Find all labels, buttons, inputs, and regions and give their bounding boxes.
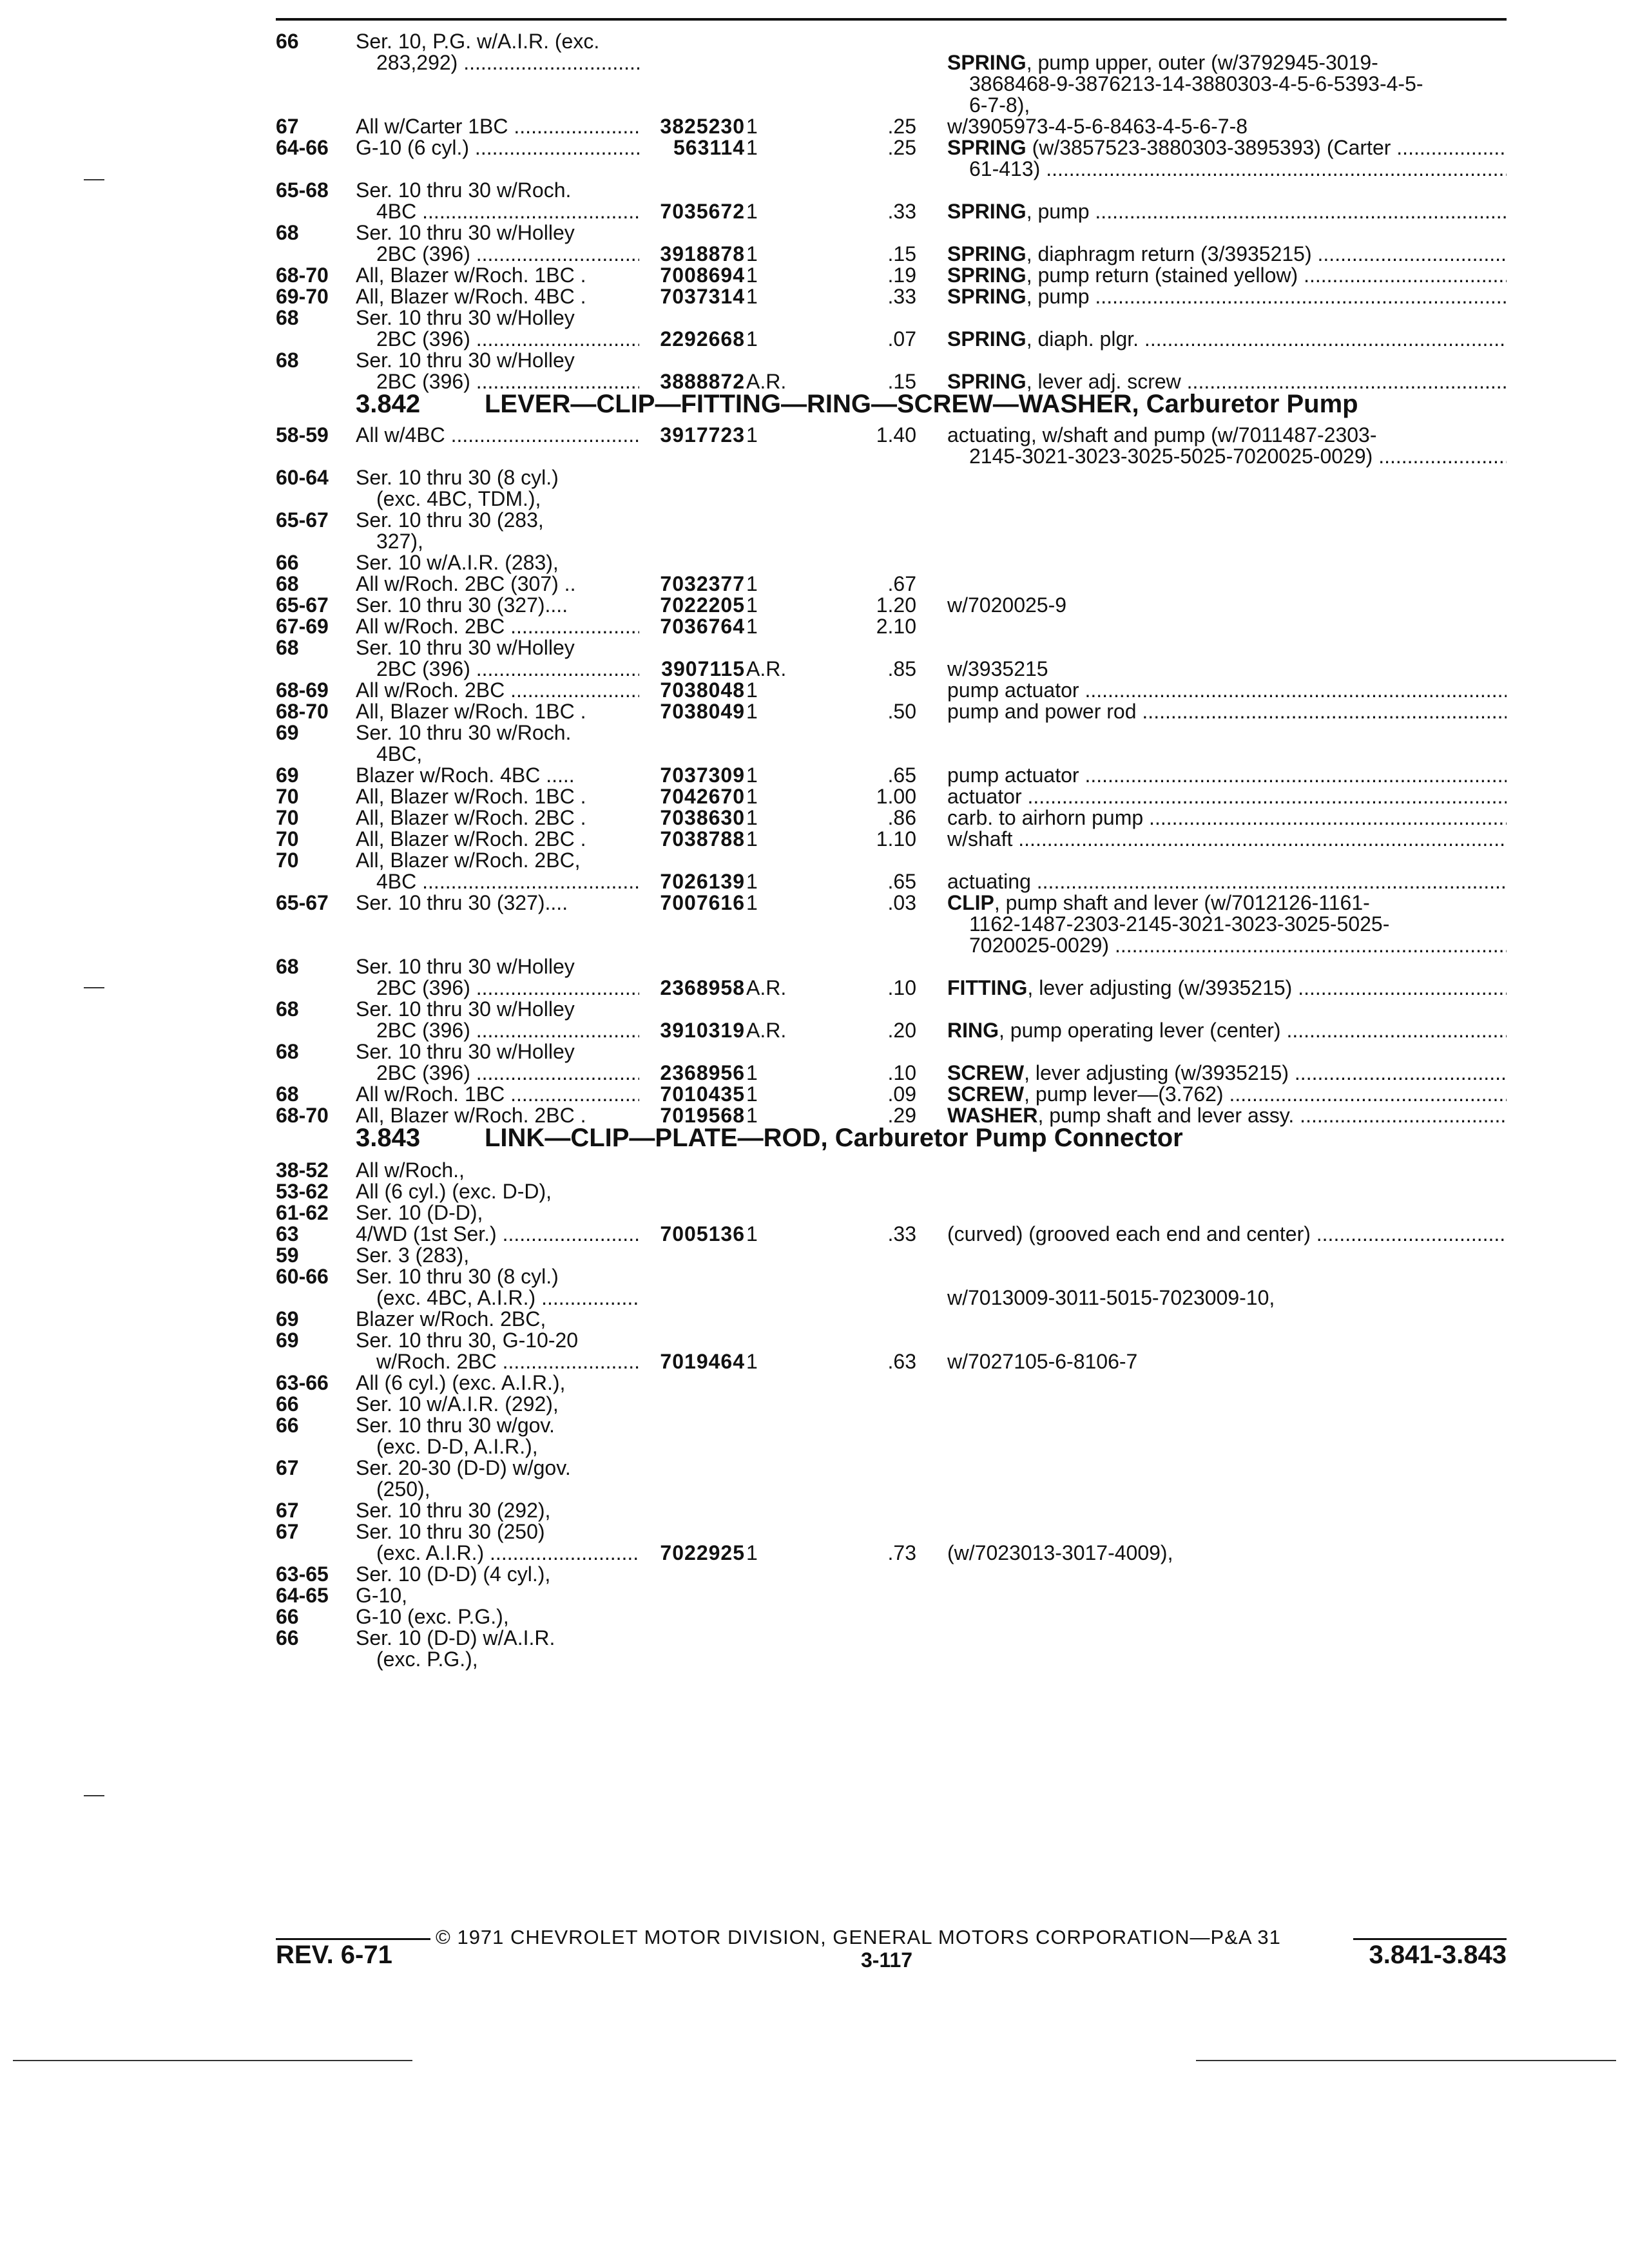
application: All, Blazer w/Roch. 2BC . <box>356 1104 586 1127</box>
application: (exc. P.G.), <box>376 1648 478 1671</box>
application: (250), <box>376 1477 430 1501</box>
year-range: 70 <box>276 785 299 808</box>
part-number: 3888872 <box>660 370 745 393</box>
quantity: 1 <box>746 115 758 138</box>
application: All, Blazer w/Roch. 2BC . <box>356 806 586 829</box>
item-keyword: RING <box>947 1019 999 1042</box>
year-range: 68 <box>276 349 299 372</box>
quantity: 1 <box>746 285 758 308</box>
application: 4BC ..... <box>376 870 639 894</box>
application: 283,292) ..... <box>376 51 639 75</box>
year-range: 68 <box>276 221 299 244</box>
price: 1.40 <box>876 423 916 447</box>
quantity: 1 <box>746 1082 758 1106</box>
price: .09 <box>887 1082 916 1106</box>
application: Ser. 10, P.G. w/A.I.R. (exc. <box>356 30 600 53</box>
year-range: 60-64 <box>276 466 329 489</box>
application: All, Blazer w/Roch. 2BC, <box>356 849 581 872</box>
application: All w/4BC ..... <box>356 423 639 447</box>
part-number: 3918878 <box>660 242 745 265</box>
item-keyword: SCREW <box>947 1082 1025 1106</box>
part-number: 7037314 <box>660 285 745 308</box>
application: Ser. 10 (D-D), <box>356 1201 483 1224</box>
application: 2BC (396) ..... <box>376 370 639 394</box>
year-range: 68 <box>276 1082 299 1106</box>
application: Ser. 10 thru 30 (8 cyl.) <box>356 1265 559 1288</box>
footer-rule-right <box>1353 1938 1507 1940</box>
year-range: 68 <box>276 572 299 595</box>
application: All, Blazer w/Roch. 4BC . <box>356 285 586 308</box>
part-number: 7036764 <box>660 615 745 638</box>
price: .03 <box>887 891 916 914</box>
part-number: 7037309 <box>660 764 745 787</box>
quantity: 1 <box>746 700 758 723</box>
application: 2BC (396) ..... <box>376 1019 639 1043</box>
part-number: 7038048 <box>660 678 745 702</box>
year-range: 66 <box>276 1392 299 1416</box>
item-keyword: SPRING <box>947 285 1027 308</box>
application: Blazer w/Roch. 2BC, <box>356 1307 546 1331</box>
application: Ser. 10 thru 30 w/Holley <box>356 636 575 659</box>
application: Ser. 10 thru 30 (8 cyl.) <box>356 466 559 489</box>
year-range: 67 <box>276 115 299 138</box>
year-range: 66 <box>276 1605 299 1628</box>
description: SPRING, diaphragm return (3/3935215) ..... <box>947 242 1507 266</box>
quantity: 1 <box>746 264 758 287</box>
margin-mark <box>84 1795 104 1796</box>
year-range: 53-62 <box>276 1180 329 1203</box>
year-range: 70 <box>276 849 299 872</box>
application: Ser. 10 thru 30 (327).... <box>356 891 568 914</box>
year-range: 68 <box>276 306 299 329</box>
year-range: 59 <box>276 1244 299 1267</box>
part-number: 7007616 <box>660 891 745 914</box>
quantity: A.R. <box>746 1019 787 1042</box>
year-range: 67 <box>276 1520 299 1543</box>
year-range: 65-67 <box>276 508 329 532</box>
application: 2BC (396) ..... <box>376 1061 639 1085</box>
application: Ser. 10 thru 30 w/gov. <box>356 1414 555 1437</box>
section-number: 3.843 <box>356 1124 421 1152</box>
application: Ser. 10 thru 30 w/Roch. <box>356 721 572 744</box>
application: All (6 cyl.) (exc. D-D), <box>356 1180 552 1203</box>
application: Ser. 10 thru 30 w/Holley <box>356 221 575 244</box>
quantity: 1 <box>746 327 758 351</box>
quantity: 1 <box>746 615 758 638</box>
year-range: 65-67 <box>276 891 329 914</box>
year-range: 67 <box>276 1499 299 1522</box>
application: G-10 (6 cyl.) ..... <box>356 136 639 160</box>
section-heading-3-842 <box>356 392 1358 422</box>
description: SPRING, pump ..... <box>947 200 1507 224</box>
part-number: 7042670 <box>660 785 745 808</box>
description: SPRING, pump return (stained yellow) ..... <box>947 264 1507 287</box>
margin-mark <box>84 179 104 180</box>
description: w/shaft ..... <box>947 827 1507 851</box>
application: w/Roch. 2BC ..... <box>376 1350 639 1374</box>
price: .20 <box>887 1019 916 1042</box>
quantity: 1 <box>746 891 758 914</box>
description: WASHER, pump shaft and lever assy. ..... <box>947 1104 1507 1128</box>
description: pump and power rod ..... <box>947 700 1507 724</box>
application: All w/Roch., <box>356 1158 465 1182</box>
item-keyword: WASHER <box>947 1104 1038 1127</box>
year-range: 70 <box>276 827 299 850</box>
year-range: 66 <box>276 1626 299 1649</box>
application: Ser. 10 thru 30 w/Holley <box>356 955 575 978</box>
application: Blazer w/Roch. 4BC ..... <box>356 764 575 787</box>
part-number: 2368958 <box>660 976 745 999</box>
application: Ser. 20-30 (D-D) w/gov. <box>356 1456 571 1479</box>
year-range: 66 <box>276 551 299 574</box>
price: .33 <box>887 200 916 223</box>
year-range: 58-59 <box>276 423 329 447</box>
price: 2.10 <box>876 615 916 638</box>
application: All w/Carter 1BC ..... <box>356 115 639 139</box>
application: (exc. D-D, A.I.R.), <box>376 1435 538 1458</box>
year-range: 68 <box>276 636 299 659</box>
price: .63 <box>887 1350 916 1373</box>
item-keyword: SPRING <box>947 370 1027 393</box>
description: (curved) (grooved each end and center) ..... <box>947 1222 1507 1246</box>
part-number: 7022925 <box>660 1541 745 1564</box>
price: .10 <box>887 976 916 999</box>
part-number: 7019568 <box>660 1104 745 1127</box>
description: RING, pump operating lever (center) ..... <box>947 1019 1507 1043</box>
year-range: 69 <box>276 721 299 744</box>
quantity: A.R. <box>746 657 787 680</box>
description: w/3905973-4-5-6-8463-4-5-6-7-8 <box>947 115 1248 138</box>
application: 4BC, <box>376 742 423 765</box>
quantity: 1 <box>746 1222 758 1245</box>
application: (exc. A.I.R.) ..... <box>376 1541 639 1565</box>
application: All w/Roch. 2BC ..... <box>356 615 639 639</box>
application: G-10 (exc. P.G.), <box>356 1605 509 1628</box>
year-range: 67-69 <box>276 615 329 638</box>
part-number: 3910319 <box>660 1019 745 1042</box>
description: SPRING, lever adj. screw ..... <box>947 370 1507 394</box>
quantity: 1 <box>746 1541 758 1564</box>
application: (exc. 4BC, TDM.), <box>376 487 541 510</box>
application: 4BC ..... <box>376 200 639 224</box>
year-range: 63-66 <box>276 1371 329 1394</box>
application: All w/Roch. 2BC (307) .. <box>356 572 576 595</box>
price: .86 <box>887 806 916 829</box>
price: .10 <box>887 1061 916 1084</box>
description: actuator ..... <box>947 785 1507 809</box>
quantity: 1 <box>746 870 758 893</box>
description: 3868468-9-3876213-14-3880303-4-5-6-5393-4-5- <box>969 72 1423 95</box>
quantity: 1 <box>746 678 758 702</box>
application: 2BC (396) ..... <box>376 327 639 351</box>
description: FITTING, lever adjusting (w/3935215) ..... <box>947 976 1507 1000</box>
application: Ser. 10 thru 30 w/Holley <box>356 997 575 1021</box>
price: .65 <box>887 764 916 787</box>
price: .67 <box>887 572 916 595</box>
application: Ser. 10 thru 30 w/Holley <box>356 1040 575 1063</box>
item-keyword: SPRING <box>947 327 1027 351</box>
quantity: 1 <box>746 827 758 850</box>
year-range: 64-66 <box>276 136 329 159</box>
quantity: 1 <box>746 200 758 223</box>
application: Ser. 10 thru 30 w/Holley <box>356 349 575 372</box>
application: All w/Roch. 2BC ..... <box>356 678 639 702</box>
item-keyword: SPRING <box>947 264 1027 287</box>
description: 61-413) ..... <box>969 157 1507 181</box>
price: .85 <box>887 657 916 680</box>
quantity: 1 <box>746 1104 758 1127</box>
application: 2BC (396) ..... <box>376 976 639 1000</box>
price: 1.10 <box>876 827 916 850</box>
price: .07 <box>887 327 916 351</box>
description: 7020025-0029) ..... <box>969 934 1507 957</box>
application: Ser. 10 thru 30 (250) <box>356 1520 545 1543</box>
description: SCREW, pump lever—(3.762) ..... <box>947 1082 1507 1106</box>
part-number: 7010435 <box>660 1082 745 1106</box>
part-number: 3917723 <box>660 423 745 447</box>
price: .73 <box>887 1541 916 1564</box>
price: .50 <box>887 700 916 723</box>
item-keyword: FITTING <box>947 976 1028 999</box>
year-range: 65-67 <box>276 593 329 617</box>
copyright-notice: © 1971 CHEVROLET MOTOR DIVISION, GENERAL MOTORS CORPORATION—P&A 31 <box>436 1926 1281 1948</box>
part-number: 7019464 <box>660 1350 745 1373</box>
quantity: 1 <box>746 764 758 787</box>
price: .29 <box>887 1104 916 1127</box>
year-range: 65-68 <box>276 178 329 202</box>
year-range: 68 <box>276 997 299 1021</box>
item-keyword: SPRING <box>947 136 1027 159</box>
year-range: 69 <box>276 764 299 787</box>
description: w/7020025-9 <box>947 593 1067 617</box>
description: CLIP, pump shaft and lever (w/7012126-1161- <box>947 891 1370 914</box>
item-keyword: CLIP <box>947 891 994 914</box>
application: Ser. 10 thru 30 w/Roch. <box>356 178 572 202</box>
description: w/3935215 <box>947 657 1048 680</box>
year-range: 68 <box>276 1040 299 1063</box>
part-number: 7022205 <box>660 593 745 617</box>
year-range: 63 <box>276 1222 299 1245</box>
year-range: 68 <box>276 955 299 978</box>
application: 2BC (396) ..... <box>376 657 639 681</box>
page-number: 3-117 <box>861 1948 913 1972</box>
year-range: 70 <box>276 806 299 829</box>
revision-label: REV. 6-71 <box>276 1941 392 1969</box>
quantity: 1 <box>746 572 758 595</box>
year-range: 60-66 <box>276 1265 329 1288</box>
bottom-scan-line <box>1196 2060 1616 2061</box>
section-number: 3.842 <box>356 390 421 418</box>
year-range: 64-65 <box>276 1584 329 1607</box>
application: Ser. 10 (D-D) (4 cyl.), <box>356 1562 551 1586</box>
footer-rule-left <box>276 1938 430 1940</box>
year-range: 66 <box>276 1414 299 1437</box>
item-keyword: SPRING <box>947 242 1027 265</box>
part-number: 3907115 <box>661 657 745 680</box>
price: .33 <box>887 1222 916 1245</box>
application: Ser. 10 w/A.I.R. (283), <box>356 551 559 574</box>
description: 1162-1487-2303-2145-3021-3023-3025-5025- <box>969 912 1390 936</box>
description: w/7027105-6-8106-7 <box>947 1350 1138 1373</box>
section-title: LINK—CLIP—PLATE—ROD, Carburetor Pump Connector <box>485 1124 1183 1152</box>
application: All (6 cyl.) (exc. A.I.R.), <box>356 1371 566 1394</box>
price: 1.20 <box>876 593 916 617</box>
part-number: 7038630 <box>660 806 745 829</box>
application: Ser. 10 w/A.I.R. (292), <box>356 1392 559 1416</box>
item-keyword: SPRING <box>947 51 1027 74</box>
part-number: 3825230 <box>660 115 745 138</box>
description: actuating ..... <box>947 870 1507 894</box>
description: carb. to airhorn pump ..... <box>947 806 1507 830</box>
part-number: 2368956 <box>660 1061 745 1084</box>
quantity: 1 <box>746 785 758 808</box>
price: .25 <box>887 115 916 138</box>
application: Ser. 10 (D-D) w/A.I.R. <box>356 1626 555 1649</box>
description: SPRING, pump upper, outer (w/3792945-3019- <box>947 51 1378 74</box>
description: 2145-3021-3023-3025-5025-7020025-0029) ..... <box>969 445 1507 468</box>
description: pump actuator ..... <box>947 678 1507 702</box>
description: SCREW, lever adjusting (w/3935215) ..... <box>947 1061 1507 1085</box>
part-number: 7032377 <box>660 572 745 595</box>
application: 327), <box>376 530 423 553</box>
application: 2BC (396) ..... <box>376 242 639 266</box>
year-range: 63-65 <box>276 1562 329 1586</box>
application: All w/Roch. 1BC ..... <box>356 1082 639 1106</box>
application: Ser. 10 thru 30 (327).... <box>356 593 568 617</box>
year-range: 69-70 <box>276 285 329 308</box>
application: Ser. 3 (283), <box>356 1244 470 1267</box>
part-number: 7038049 <box>660 700 745 723</box>
price: 1.00 <box>876 785 916 808</box>
section-range: 3.841-3.843 <box>1369 1941 1507 1969</box>
description: SPRING, pump ..... <box>947 285 1507 309</box>
quantity: 1 <box>746 136 758 159</box>
description: pump actuator ..... <box>947 764 1507 787</box>
application: All, Blazer w/Roch. 1BC . <box>356 700 586 723</box>
price: .33 <box>887 285 916 308</box>
margin-mark <box>84 987 104 988</box>
application: (exc. 4BC, A.I.R.) ..... <box>376 1286 639 1310</box>
year-range: 66 <box>276 30 299 53</box>
application: All, Blazer w/Roch. 2BC . <box>356 827 586 850</box>
year-range: 38-52 <box>276 1158 329 1182</box>
quantity: 1 <box>746 1061 758 1084</box>
quantity: A.R. <box>746 370 787 393</box>
description: SPRING (w/3857523-3880303-3895393) (Carter ..... <box>947 136 1507 160</box>
quantity: 1 <box>746 806 758 829</box>
item-keyword: SCREW <box>947 1061 1025 1084</box>
description: actuating, w/shaft and pump (w/7011487-2303- <box>947 423 1377 447</box>
part-number: 7005136 <box>660 1222 745 1245</box>
quantity: 1 <box>746 242 758 265</box>
price: .15 <box>887 370 916 393</box>
bottom-scan-line <box>13 2060 412 2061</box>
description: 6-7-8), <box>969 93 1030 117</box>
year-range: 69 <box>276 1329 299 1352</box>
application: Ser. 10 thru 30 w/Holley <box>356 306 575 329</box>
year-range: 68-70 <box>276 700 329 723</box>
part-number: 2292668 <box>660 327 745 351</box>
section-title: LEVER—CLIP—FITTING—RING—SCREW—WASHER, Carburetor Pump <box>485 390 1358 418</box>
application: Ser. 10 thru 30 (292), <box>356 1499 551 1522</box>
description: (w/7023013-3017-4009), <box>947 1541 1173 1564</box>
quantity: 1 <box>746 1350 758 1373</box>
quantity: 1 <box>746 423 758 447</box>
application: All, Blazer w/Roch. 1BC . <box>356 264 586 287</box>
year-range: 67 <box>276 1456 299 1479</box>
description: SPRING, diaph. plgr. ..... <box>947 327 1507 351</box>
quantity: A.R. <box>746 976 787 999</box>
year-range: 69 <box>276 1307 299 1331</box>
part-number: 7008694 <box>660 264 745 287</box>
section-heading-3-843 <box>356 1126 1183 1156</box>
application: Ser. 10 thru 30, G-10-20 <box>356 1329 579 1352</box>
price: .25 <box>887 136 916 159</box>
part-number: 563114 <box>673 136 745 159</box>
part-number: 7035672 <box>660 200 745 223</box>
top-rule <box>276 18 1507 21</box>
price: .15 <box>887 242 916 265</box>
quantity: 1 <box>746 593 758 617</box>
year-range: 68-70 <box>276 264 329 287</box>
year-range: 61-62 <box>276 1201 329 1224</box>
part-number: 7026139 <box>660 870 745 893</box>
item-keyword: SPRING <box>947 200 1027 223</box>
year-range: 68-69 <box>276 678 329 702</box>
application: Ser. 10 thru 30 (283, <box>356 508 544 532</box>
description: w/7013009-3011-5015-7023009-10, <box>947 1286 1275 1309</box>
year-range: 68-70 <box>276 1104 329 1127</box>
price: .19 <box>887 264 916 287</box>
part-number: 7038788 <box>660 827 745 850</box>
application: 4/WD (1st Ser.) ..... <box>356 1222 639 1246</box>
application: All, Blazer w/Roch. 1BC . <box>356 785 586 808</box>
price: .65 <box>887 870 916 893</box>
application: G-10, <box>356 1584 408 1607</box>
